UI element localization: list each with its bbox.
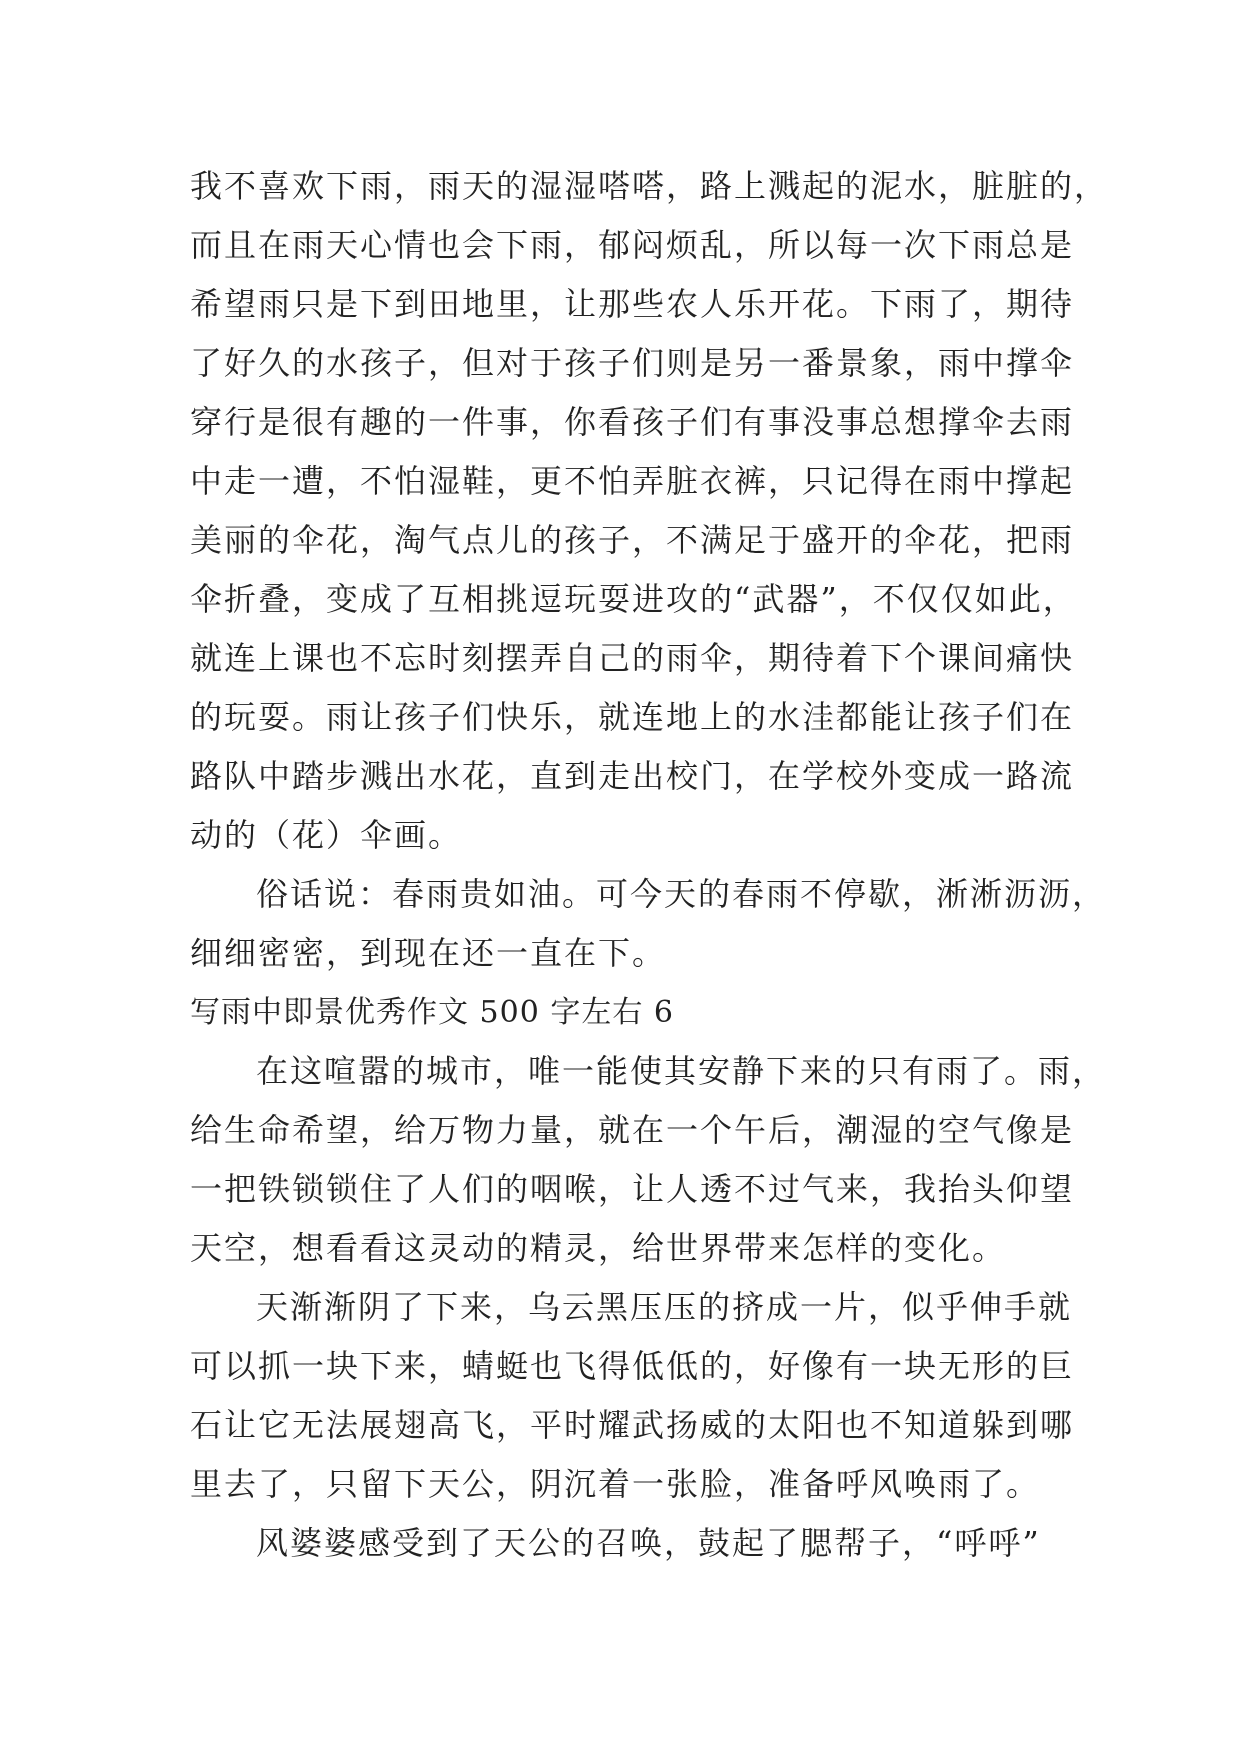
text-line: 伞折叠，变成了互相挑逗玩耍进攻的“武器”，不仅仅如此， [190,580,1077,618]
text-line: 里去了，只留下天公，阴沉着一张脸，准备呼风唤雨了。 [190,1465,1041,1503]
text-line: 石让它无法展翅高飞，平时耀武扬威的太阳也不知道躲到哪 [190,1406,1075,1444]
paragraph-start-line: 俗话说：春雨贵如油。可今天的春雨不停歇，淅淅沥沥， [256,875,1107,913]
paragraph-start-line: 风婆婆感受到了天公的召唤，鼓起了腮帮子，“呼呼” [256,1524,1041,1562]
text-line: 动的（花）伞画。 [190,816,463,854]
section-heading: 写雨中即景优秀作文 500 字左右 6 [190,995,674,1030]
text-line: 给生命希望，给万物力量，就在一个午后，潮湿的空气像是 [190,1111,1075,1149]
text-line: 穿行是很有趣的一件事，你看孩子们有事没事总想撑伞去雨 [190,403,1075,441]
text-line: 细细密密，到现在还一直在下。 [190,934,667,972]
text-line: 中走一遭，不怕湿鞋，更不怕弄脏衣裤，只记得在雨中撑起 [190,462,1075,500]
text-line: 可以抓一块下来，蜻蜓也飞得低低的，好像有一块无形的巨 [190,1347,1075,1385]
document-body [190,157,1109,1573]
paragraph-start-line: 天渐渐阴了下来，乌云黑压压的挤成一片，似乎伸手就 [256,1288,1073,1326]
text-line: 而且在雨天心情也会下雨，郁闷烦乱，所以每一次下雨总是 [190,226,1075,264]
text-line: 路队中踏步溅出水花，直到走出校门，在学校外变成一路流 [190,757,1075,795]
text-line: 希望雨只是下到田地里，让那些农人乐开花。下雨了，期待 [190,285,1075,323]
text-line: 的玩耍。雨让孩子们快乐，就连地上的水洼都能让孩子们在 [190,698,1075,736]
text-line: 就连上课也不忘时刻摆弄自己的雨伞，期待着下个课间痛快 [190,639,1075,677]
text-line: 美丽的伞花，淘气点儿的孩子，不满足于盛开的伞花，把雨 [190,521,1075,559]
paragraph-start-line: 在这喧嚣的城市，唯一能使其安静下来的只有雨了。雨， [256,1052,1107,1090]
text-line: 我不喜欢下雨，雨天的湿湿嗒嗒，路上溅起的泥水，脏脏的， [190,167,1109,205]
text-line: 了好久的水孩子，但对于孩子们则是另一番景象，雨中撑伞 [190,344,1075,382]
text-line: 天空，想看看这灵动的精灵，给世界带来怎样的变化。 [190,1229,1007,1267]
text-line: 一把铁锁锁住了人们的咽喉，让人透不过气来，我抬头仰望 [190,1170,1075,1208]
